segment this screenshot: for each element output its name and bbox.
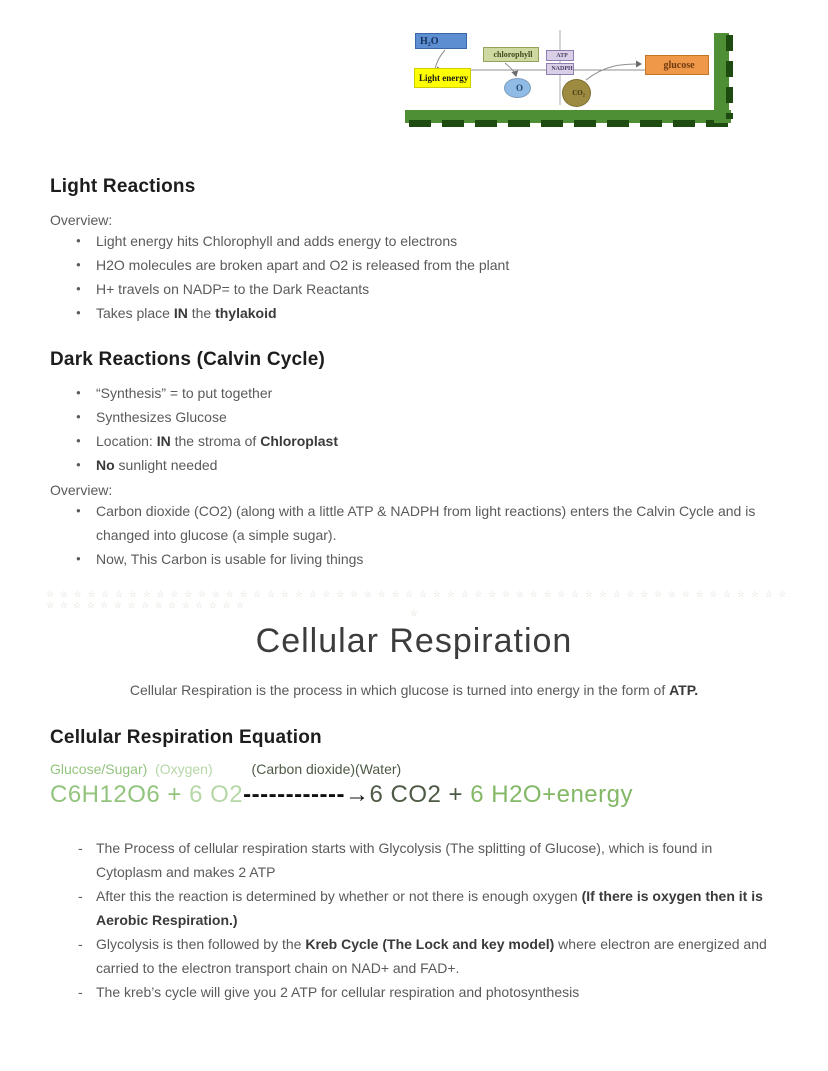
list-item-text [96, 233, 457, 249]
list-item [50, 980, 782, 1004]
list-item [50, 277, 782, 301]
text-segment [213, 761, 252, 777]
oxygen-circle: O [504, 78, 531, 98]
list-item-text [96, 457, 217, 473]
list-item-text [96, 888, 763, 928]
co2-circle: CO₂ [562, 79, 591, 107]
list-item-text [96, 257, 509, 273]
bullet-marker: ● [76, 284, 81, 293]
list-item [50, 405, 782, 429]
text-segment: ------------→ [243, 781, 370, 808]
text-segment: where electron are energized and carried to the electron transport chain on NAD+ and FAD+. [96, 936, 767, 976]
star-divider-row: ☆ ☆ ☆ ☆ ☆ ☆ ☆ ☆ ☆ ☆ ☆ ☆ ☆ ☆ ☆ ☆ ☆ ☆ ☆ ☆ ☆ ☆ ☆ ☆ ☆ ☆ ☆ ☆ ☆ ☆ ☆ ☆ ☆ ☆ ☆ ☆ ☆ ☆ ☆ ☆ ☆ ☆ ☆ ☆ ☆ ☆ ☆ ☆ ☆ ☆ ☆ ☆ ☆ ☆ ☆ ☆ ☆ ☆ ☆ ☆ ☆ ☆ ☆ ☆ ☆ ☆ ☆ ☆ ☆ [46, 589, 788, 610]
list-item-text [96, 385, 272, 401]
bullet-marker: ● [76, 554, 81, 563]
dash-marker: - [78, 984, 83, 1000]
list-item [50, 499, 782, 547]
list-item [50, 884, 782, 932]
text-segment: (Oxygen) [155, 761, 213, 777]
photosynthesis-diagram [405, 28, 735, 128]
star-divider-single: ☆ [409, 608, 419, 618]
text-segment: the stroma of [170, 433, 261, 449]
text-segment: Kreb Cycle (The Lock and key model) [305, 936, 555, 952]
bullet-marker: ● [76, 436, 81, 445]
list-item [50, 229, 782, 253]
bullet-marker: ● [76, 260, 81, 269]
text-segment: The Process of cellular respiration starts with Glycolysis (The splitting of Glucose), which is found in Cytoplasm and makes 2 ATP [96, 840, 713, 880]
leaf-border-right [714, 33, 729, 123]
respiration-dash-list [50, 836, 782, 1004]
list-item-text [96, 409, 227, 425]
list-item-text [96, 433, 338, 449]
list-item [50, 453, 782, 477]
text-segment: Location: [96, 433, 157, 449]
list-item-text [96, 305, 277, 321]
nadph-box: NADPH [546, 63, 574, 75]
text-segment: Chloroplast [260, 433, 338, 449]
dash-marker: - [78, 936, 83, 952]
list-item [50, 301, 782, 325]
text-segment: C6H12O6 + [50, 781, 190, 808]
glucose-box: glucose [645, 55, 709, 75]
list-item-text [96, 503, 755, 543]
text-segment: H+ travels on NADP= to the Dark Reactants [96, 281, 370, 297]
dark-reactions-overview-bullet-list [50, 499, 782, 571]
h2o-box: H₂O [415, 33, 467, 49]
text-segment: IN [173, 305, 188, 321]
page-title: Cellular Respiration [255, 622, 573, 660]
leaf-border-bottom [405, 110, 731, 123]
text-segment: Carbon dioxide (CO2) (along with a little ATP & NADPH from light reactions) enters the Calvin Cycle and is changed into glucose (a simple sugar). [96, 503, 756, 543]
text-segment: (If there is oxygen then it is Aerobic Respiration.) [96, 888, 763, 928]
text-segment: sunlight needed [114, 457, 218, 473]
dark-reactions-heading: Dark Reactions (Calvin Cycle) [50, 349, 326, 370]
list-item-text [96, 984, 579, 1000]
text-segment: Synthesizes Glucose [96, 409, 227, 425]
bullet-marker: ● [76, 412, 81, 421]
dark-reactions-bullet-list [50, 381, 782, 477]
text-segment: 6 O2 [189, 781, 244, 808]
text-segment: Glycolysis is then followed by the [96, 936, 306, 952]
text-segment: Light energy hits Chlorophyll and adds energy to electrons [96, 233, 458, 249]
text-segment: IN [156, 433, 171, 449]
dark-reactions-overview-label: Overview: [50, 482, 113, 498]
list-item-text [96, 840, 712, 880]
text-segment: Takes place [96, 305, 174, 321]
text-segment: H2O molecules are broken apart and O2 is released from the plant [96, 257, 510, 273]
text-segment: No [96, 457, 115, 473]
text-segment: thylakoid [215, 305, 277, 321]
list-item [50, 836, 782, 884]
atp-box: ATP [546, 50, 574, 61]
text-segment: Cellular Respiration is the process in which glucose is turned into energy in the form of [129, 682, 670, 698]
text-segment: After this the reaction is determined by whether or not there is enough oxygen [96, 888, 582, 904]
list-item [50, 381, 782, 405]
bullet-marker: ● [76, 308, 81, 317]
light-reactions-bullet-list [50, 229, 782, 325]
light-reactions-overview-label: Overview: [50, 212, 113, 228]
text-segment: Now, This Carbon is usable for living things [96, 551, 364, 567]
list-item [50, 429, 782, 453]
list-item-text [96, 281, 369, 297]
list-item [50, 253, 782, 277]
dash-marker: - [78, 888, 83, 904]
bullet-marker: ● [76, 236, 81, 245]
equation-heading: Cellular Respiration Equation [50, 727, 322, 748]
list-item [50, 932, 782, 980]
bullet-marker: ● [76, 388, 81, 397]
equation [50, 781, 782, 809]
respiration-subtitle [0, 682, 828, 698]
text-segment: ATP. [669, 682, 699, 698]
text-segment: “Synthesis” = to put together [96, 385, 273, 401]
text-segment: Glucose/Sugar) [50, 761, 148, 777]
list-item-text [96, 936, 767, 976]
dash-marker: - [78, 840, 83, 856]
list-item [50, 547, 782, 571]
light-energy-box: Light energy [414, 68, 471, 88]
text-segment: 6 CO2 + [369, 781, 471, 808]
light-reactions-heading: Light Reactions [50, 176, 196, 197]
text-segment: (Carbon dioxide)(Water) [251, 761, 402, 777]
text-segment: the [187, 305, 216, 321]
text-segment: 6 H2O+energy [470, 781, 633, 808]
chlorophyll-box: chlorophyll [483, 47, 539, 62]
bullet-marker: ● [76, 506, 81, 515]
text-segment [147, 761, 155, 777]
equation-labels [50, 761, 782, 777]
bullet-marker: ● [76, 460, 81, 469]
text-segment: The kreb’s cycle will give you 2 ATP for cellular respiration and photosynthesis [96, 984, 580, 1000]
list-item-text [96, 551, 363, 567]
